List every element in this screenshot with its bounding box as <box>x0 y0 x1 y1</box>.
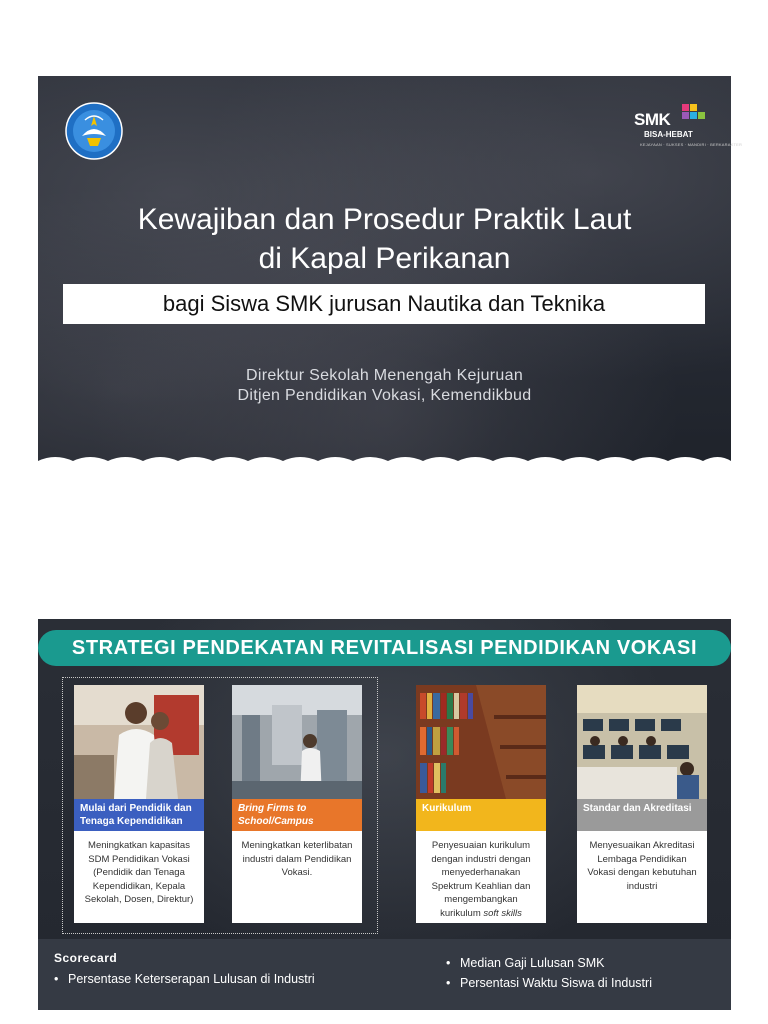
smk-logo-tagline: KEJAYAAN · SUKSES · MANDIRI · BERKARAKTER <box>640 142 743 147</box>
slide-title <box>38 200 731 278</box>
scorecard-item <box>54 971 315 987</box>
title-banner <box>38 630 731 666</box>
card-description-main: Penyesuaian kurikulum dengan industri dengan menyederhanakan Spektrum Keahlian dan mengembangkan kurikulum <box>431 840 531 919</box>
scorecard-item <box>446 975 652 991</box>
bullet-icon: • <box>54 972 59 986</box>
smk-bisa-hebat-logo <box>634 102 743 150</box>
teacher-training-photo <box>74 685 204 799</box>
strategy-card-pendidik <box>74 685 204 923</box>
card-description: Menyesuaikan Akreditasi Lembaga Pendidikan Vokasi dengan kebutuhan industri <box>587 840 697 892</box>
scorecard-panel <box>38 939 731 1010</box>
scorecard-title: Scorecard <box>54 951 118 965</box>
slide-title-line-2: di Kapal Perikanan <box>258 242 511 275</box>
smk-logo-text: SMK <box>634 110 671 129</box>
scorecard-item-text: Persentasi Waktu Siswa di Industri <box>460 976 652 990</box>
card-label: Bring Firms to School/Campus <box>232 799 362 831</box>
bullet-icon: • <box>446 956 451 970</box>
presenter-line-1: Direktur Sekolah Menengah Kejuruan <box>245 367 524 384</box>
scorecard-item <box>446 955 605 971</box>
strategy-card-kurikulum <box>416 685 546 923</box>
card-label: Kurikulum <box>416 799 546 831</box>
kemdikbud-logo-icon <box>65 102 123 160</box>
slide-title-line-1: Kewajiban dan Prosedur Praktik Laut <box>137 203 632 236</box>
industry-workshop-photo <box>232 685 362 799</box>
library-books-photo <box>416 685 546 799</box>
wave-divider <box>38 453 731 467</box>
card-description: Meningkatkan kapasitas SDM Pendidikan Vokasi (Pendidik dan Tenaga Kependidikan, Kepala Sekolah, Dosen, Direktur) <box>84 840 194 905</box>
card-label: Standar dan Akreditasi <box>577 799 707 831</box>
card-label: Mulai dari Pendidik dan Tenaga Kependidikan <box>74 799 204 831</box>
bullet-icon: • <box>446 976 451 990</box>
strategy-card-akreditasi <box>577 685 707 923</box>
card-description <box>416 839 546 920</box>
card-description-italic: soft skills <box>483 907 522 919</box>
smk-cubes-icon <box>676 102 706 128</box>
smk-logo-subtext: BISA-HEBAT <box>644 130 693 139</box>
computer-lab-photo <box>577 685 707 799</box>
strategy-card-industri <box>232 685 362 923</box>
scorecard-item-text: Persentase Keterserapan Lulusan di Industri <box>68 972 315 986</box>
strategy-title: STRATEGI PENDEKATAN REVITALISASI PENDIDIKAN VOKASI <box>71 637 698 659</box>
presenter-info <box>38 366 731 406</box>
strategy-slide <box>38 619 731 1010</box>
title-slide <box>38 76 743 467</box>
card-description: Meningkatkan keterlibatan industri dalam Pendidikan Vokasi. <box>241 840 353 878</box>
scorecard-item-text: Median Gaji Lulusan SMK <box>460 956 605 970</box>
slide-subtitle: bagi Siswa SMK jurusan Nautika dan Teknika <box>63 284 705 324</box>
presenter-line-2: Ditjen Pendidikan Vokasi, Kemendikbud <box>237 387 532 404</box>
